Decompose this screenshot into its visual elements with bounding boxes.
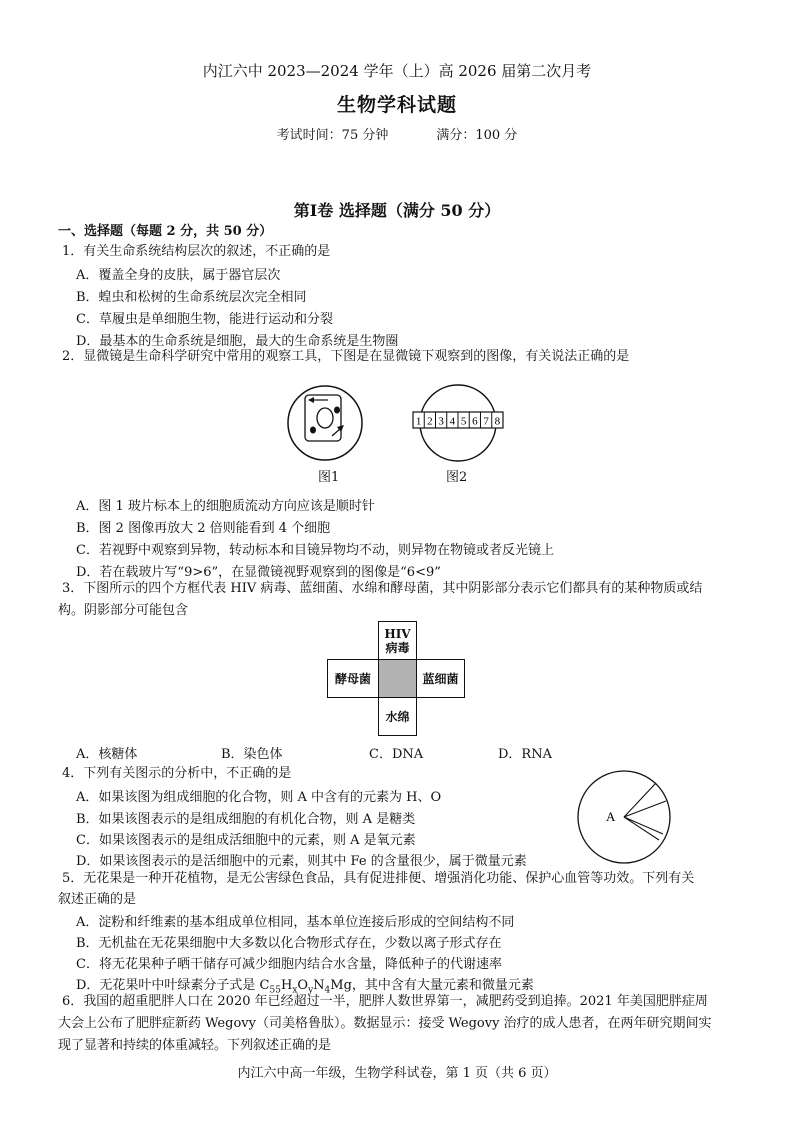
- box-cyanobacteria: 蓝细菌: [416, 659, 465, 698]
- q1-option-d: D．最基本的生命系统是细胞，最大的生命系统是生物圈: [76, 334, 399, 349]
- section-title: 第Ⅰ卷 选择题（满分 50 分）: [293, 201, 501, 220]
- box-spirogyra: 水绵: [378, 697, 417, 736]
- q4-option-a: A．如果该图为组成细胞的化合物，则 A 中含有的元素为 H、O: [76, 790, 442, 805]
- figure-2-microscope-view: [410, 380, 506, 466]
- q2-stem: 2．显微镜是生命科学研究中常用的观察工具，下图是在显微镜下观察到的图像，有关说法正确的是: [62, 349, 630, 364]
- q5-option-c: C．将无花果种子晒干储存可减少细胞内结合水含量，降低种子的代谢速率: [76, 957, 502, 972]
- q5-d-h: H: [280, 978, 293, 993]
- box-hiv: [378, 621, 417, 660]
- q1-option-c: C．草履虫是单细胞生物，能进行运动和分裂: [76, 312, 333, 327]
- q5-d-text-2: Mg，其中含有大量元素和微量元素: [330, 978, 534, 993]
- q5-d-sub-2: x: [292, 985, 298, 996]
- box-hiv-line1: HIV: [384, 626, 411, 641]
- part-title: 一、选择题（每题 2 分，共 50 分）: [58, 224, 273, 239]
- q5-d-n: N: [313, 978, 325, 993]
- q6-line-3: 现了显著和持续的体重减轻。下列叙述正确的是: [58, 1038, 332, 1053]
- cell-number: 8: [494, 415, 501, 428]
- exam-header: 内江六中 2023—2024 学年（上）高 2026 届第二次月考: [202, 62, 592, 80]
- figure-1-caption: 图1: [318, 470, 340, 485]
- figure-2-caption: 图2: [446, 470, 468, 485]
- q6-line-2: 大会上公布了肥胖症新药 Wegovy（司美格鲁肽）。数据显示：接受 Wegovy 治疗的成人患者，在两年研究期间实: [58, 1016, 712, 1031]
- q1-stem: 1．有关生命系统结构层次的叙述，不正确的是: [62, 244, 331, 259]
- exam-meta: [0, 124, 794, 143]
- q4-option-b: B．如果该图表示的是组成细胞的有机化合物，则 A 是糖类: [76, 812, 416, 827]
- cell-number: 6: [472, 415, 478, 428]
- q4-option-c: C．如果该图表示的是组成活细胞中的元素，则 A 是氧元素: [76, 833, 416, 848]
- q3-option-b: B．染色体: [221, 747, 283, 762]
- cell-number: 1: [415, 415, 422, 428]
- shaded-overlap: [378, 659, 417, 698]
- q3-stem: 3．下图所示的四个方框代表 HIV 病毒、蓝细菌、水绵和酵母菌，其中阴影部分表示它们都具有的某种物质或结: [62, 581, 703, 596]
- q5-d-sub-4: 4: [324, 985, 331, 996]
- q2-option-b: B．图 2 图像再放大 2 倍则能看到 4 个细胞: [76, 521, 331, 536]
- box-hiv-line2: 病毒: [385, 640, 410, 655]
- q5-d-o: O: [297, 978, 309, 993]
- q6-line-1: 6．我国的超重肥胖人口在 2020 年已经超过一半，肥胖人数世界第一，减肥药受到追捧。2021 年美国肥胖症周: [62, 994, 708, 1009]
- exam-time: 考试时间：75 分钟: [276, 128, 389, 143]
- cell-number: 5: [460, 415, 467, 428]
- pie-label-a: A: [606, 809, 616, 824]
- q1-option-a: A．覆盖全身的皮肤，属于器官层次: [76, 268, 281, 283]
- q5-stem: 5．无花果是一种开花植物，是无公害绿色食品，具有促进排便、增强消化功能、保护心血管等功效。下列有关: [62, 871, 695, 886]
- q4-pie-diagram: [570, 768, 680, 868]
- exam-score: 满分：100 分: [436, 128, 518, 143]
- q4-stem: 4．下列有关图示的分析中，不正确的是: [62, 766, 292, 781]
- q5-stem-cont: 叙述正确的是: [58, 892, 137, 907]
- q3-option-a: A．核糖体: [76, 747, 138, 762]
- q5-option-a: A．淀粉和纤维素的基本组成单位相同，基本单位连接后形成的空间结构不同: [76, 915, 515, 930]
- cell-number: 2: [427, 415, 433, 428]
- q3-option-d: D．RNA: [498, 747, 552, 762]
- page-title: 生物学科试题: [336, 94, 457, 116]
- q5-d-text-1: D．无花果叶中叶绿素分子式是 C: [76, 978, 270, 993]
- q5-option-b: B．无机盐在无花果细胞中大多数以化合物形式存在，少数以离子形式存在: [76, 936, 502, 951]
- q4-option-d: D．如果该图表示的是活细胞中的元素，则其中 Fe 的含量很少，属于微量元素: [76, 854, 527, 869]
- cell-number: 3: [438, 415, 444, 428]
- cell-number: 7: [483, 415, 489, 428]
- cell-number: 4: [449, 415, 456, 428]
- figure-1-microscope-view: [284, 384, 366, 466]
- q1-option-b: B．蝗虫和松树的生命系统层次完全相同: [76, 290, 307, 305]
- q3-option-c: C．DNA: [369, 747, 424, 762]
- q3-stem-cont: 构。阴影部分可能包含: [58, 603, 189, 618]
- page-footer: 内江六中高一年级，生物学科试卷，第 1 页（共 6 页）: [237, 1066, 557, 1081]
- q2-option-c: C．若视野中观察到异物，转动标本和目镜异物均不动，则异物在物镜或者反光镜上: [76, 543, 554, 558]
- q5-d-sub-3: y: [308, 985, 314, 996]
- q2-option-a: A．图 1 玻片标本上的细胞质流动方向应该是顺时针: [76, 499, 375, 514]
- q2-option-d: D．若在载玻片写“9>6”，在显微镜视野观察到的图像是“6<9”: [76, 565, 441, 580]
- q5-d-sub-1: 55: [269, 985, 281, 996]
- box-yeast: 酵母菌: [327, 659, 379, 698]
